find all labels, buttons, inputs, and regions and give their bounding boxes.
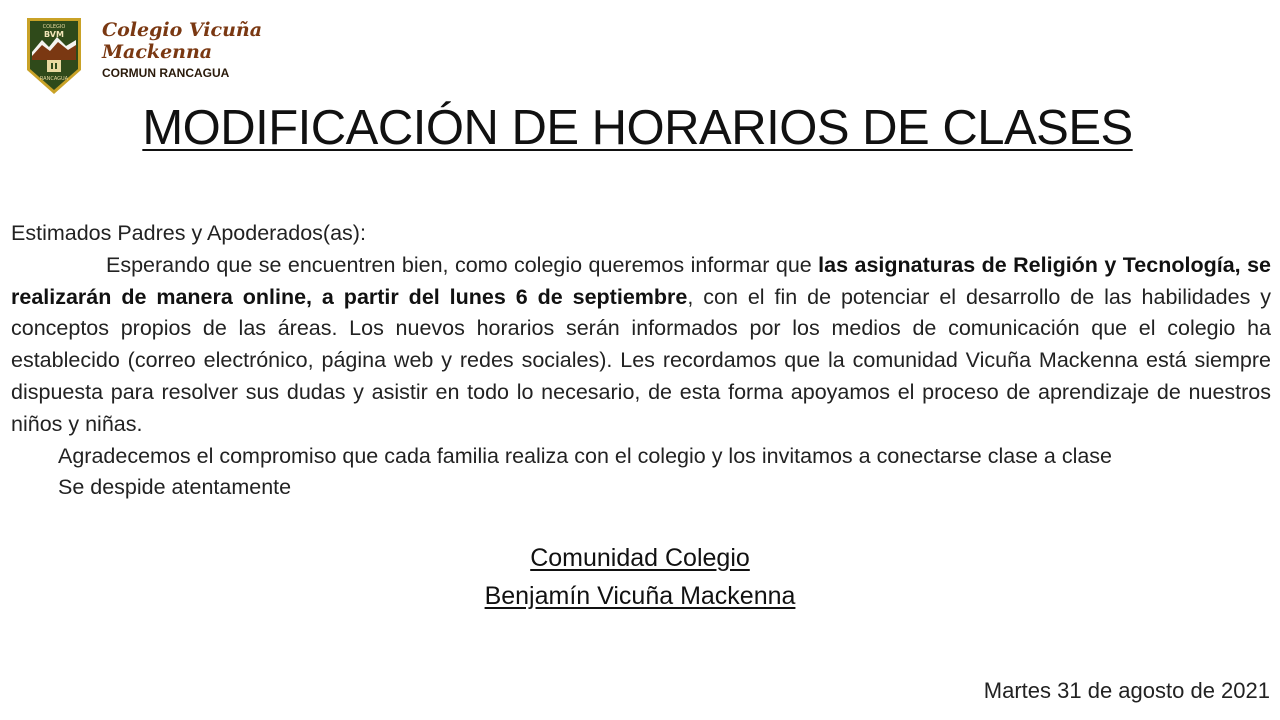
letter-paragraph-main: [11, 250, 1271, 441]
letter-paragraph-thanks: Agradecemos el compromiso que cada familia realiza con el colegio y los invitamos a conectarse clase a clase: [58, 443, 1113, 468]
letter-closing: Se despide atentamente: [58, 475, 292, 500]
document-date: Martes 31 de agosto de 2021: [983, 678, 1270, 703]
letter-greeting: Estimados Padres y Apoderados(as):: [11, 221, 366, 245]
school-name-line1: Colegio Vicuña: [102, 19, 263, 41]
letter-body: [11, 218, 1271, 504]
svg-text:COLEGIO: COLEGIO: [42, 24, 66, 30]
svg-text:RANCAGUA: RANCAGUA: [39, 76, 69, 82]
signature-line2: Benjamín Vicuña Mackenna: [484, 582, 796, 610]
signature-line1: Comunidad Colegio: [530, 544, 750, 572]
svg-text:BVM: BVM: [44, 30, 64, 39]
school-name-line2: Mackenna: [102, 40, 213, 63]
paragraph-highlight: las asignaturas de Religión y Tecnología, se realizarán de manera online, a partir del lunes 6 de septiembre: [11, 252, 1271, 309]
paragraph-intro: Esperando que se encuentren bien, como colegio queremos informar que: [106, 252, 819, 277]
page-title: [0, 100, 1275, 156]
school-shield-logo: [24, 16, 84, 96]
paragraph-rest: , con el fin de potenciar el desarrollo de las habilidades y conceptos propios de las áreas. Los nuevos horarios serán informados por los medios de comunicación que el colegio ha establecido (correo electrónico, página web y redes sociales). Les recordamos que la comunidad Vicuña Mackenna está siempre dispuesta para resolver sus dudas y asistir en todo lo necesario, de esta forma apoyamos el proceso de aprendizaje de nuestros niños y niñas.: [11, 284, 1271, 436]
signature-block: [0, 539, 1280, 615]
school-brand: [102, 20, 262, 80]
school-subtitle: CORMUN RANCAGUA: [102, 65, 230, 80]
page-title-text: MODIFICACIÓN DE HORARIOS DE CLASES: [142, 101, 1133, 155]
